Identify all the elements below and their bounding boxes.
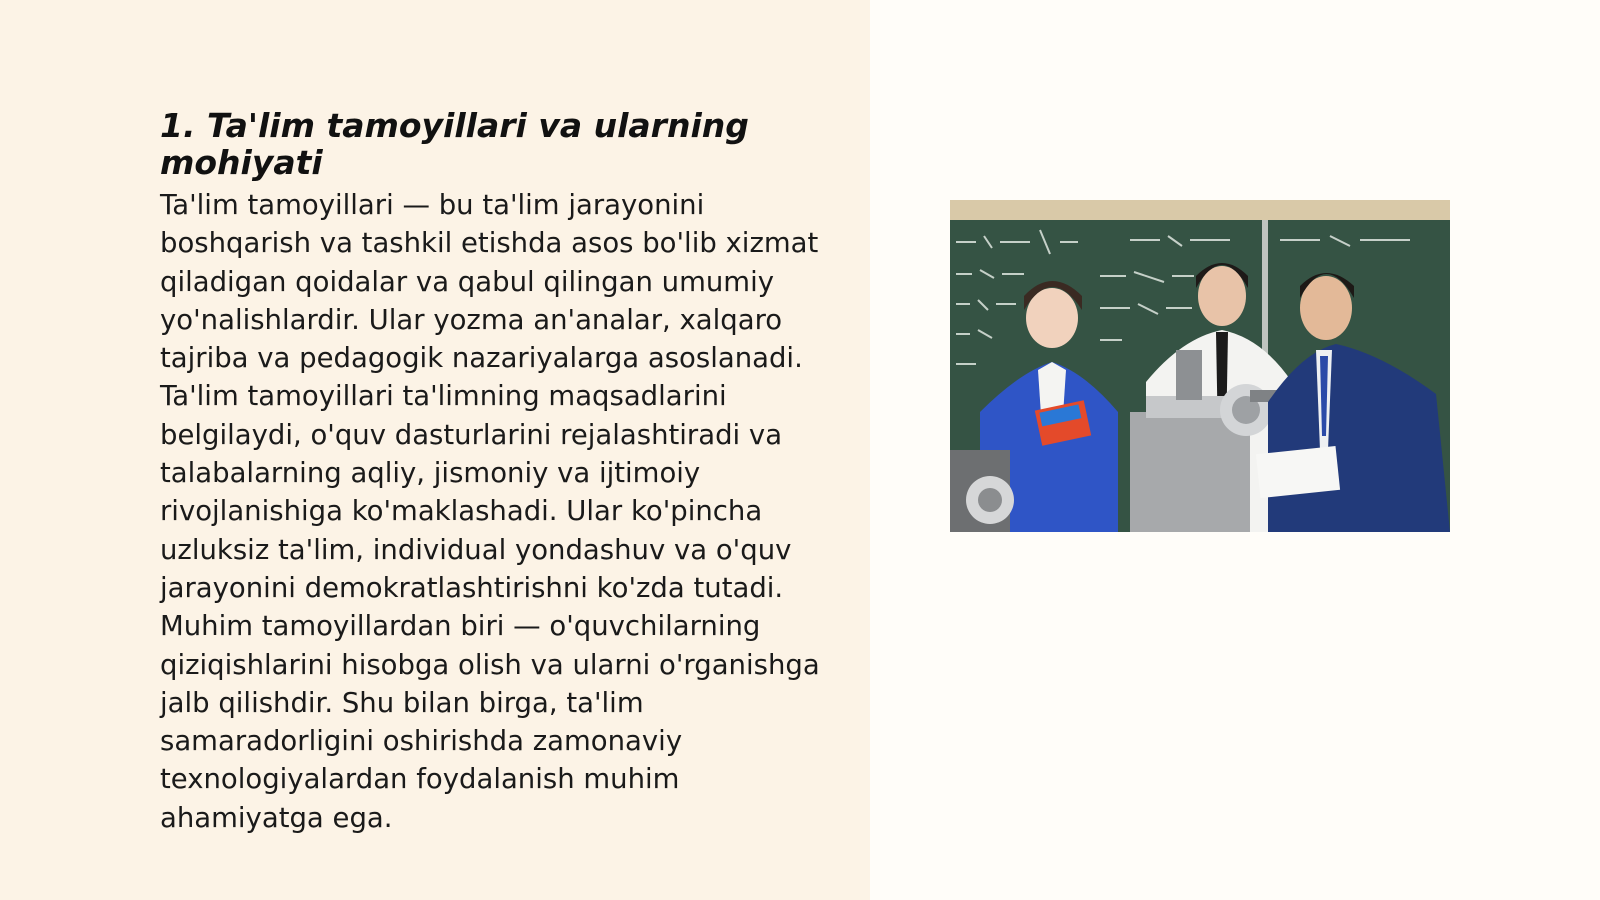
slide-body-text: Ta'lim tamoyillari — bu ta'lim jarayonini boshqarish va tashkil etishda asos bo'lib xizmat qiladigan qoidalar va qabul qilingan umumiy yo'nalishlardir. Ular yozma an'analar, xalqaro tajriba va pedagogik nazariyalarga asoslanadi. Ta'lim tamoyillari ta'limning maqsadlarini belgilaydi, o'quv dasturlarini rejalashtiradi va talabalarning aqliy, jismoniy va ijtimoiy rivojlanishiga ko'maklashadi. Ular ko'pincha uzluksiz ta'lim, individual yondashuv va o'quv jarayonini demokratlashtirishni ko'zda tutadi. Muhim tamoyillardan biri — o'quvchilarning qiziqishlarini hisobga olish va ularni o'rganishga jalb qilishdir. Shu bilan birga, ta'lim samaradorligini oshirishda zamonaviy texnologiyalardan foydalanish muhim ahamiyatga ega.: [160, 189, 820, 834]
classroom-photo: [950, 200, 1450, 532]
slide-title: 1. Ta'lim tamoyillari va ularning mohiyati: [160, 106, 749, 182]
